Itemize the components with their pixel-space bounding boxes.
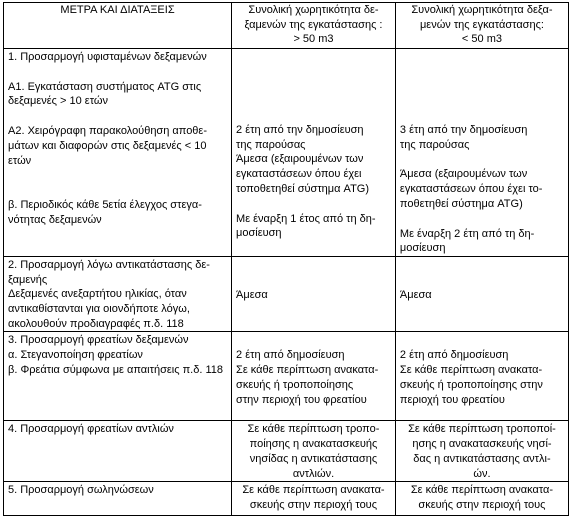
measure-line: β. Περιοδικός κάθε 5ετία έλεγχος στεγα- xyxy=(8,199,202,212)
deadline-line: Σε κάθε περίπτωση τροποποί- xyxy=(408,423,556,436)
table-header-row xyxy=(4,3,569,49)
measure-line: ετών xyxy=(8,154,32,167)
deadline-line: Σε κάθε περίπτωση ανακατα- xyxy=(410,484,554,497)
header-capacity-under-50 xyxy=(395,3,568,49)
measure-line: 3. Προσαρμογή φρεατίων δεξαμενών xyxy=(8,334,189,347)
measure-line: νότητας δεξαμενών xyxy=(8,213,102,226)
deadline-line: Άμεσα (εξαιρουμένων των xyxy=(399,168,528,181)
header-line: > 50 m3 xyxy=(293,33,334,46)
deadline-line: δας η αντικατάστασης αντλι- xyxy=(413,452,551,465)
measure-cell xyxy=(4,421,232,482)
header-measures-text: ΜΕΤΡΑ ΚΑΙ ΔΙΑΤΑΞΕΙΣ xyxy=(60,4,175,16)
measure-line: 2. Προσαρμογή λόγω αντικατάστασης δε- xyxy=(8,258,210,271)
deadline-line: Σε κάθε περίπτωση ανακατα- xyxy=(242,484,385,497)
header-line: ξαμενών της εγκατάστασης : xyxy=(244,18,383,31)
measure-cell xyxy=(4,332,232,421)
deadline-under-50-cell xyxy=(395,421,568,482)
measure-line: Δεξαμενές ανεξαρτήτου ηλικίας, όταν xyxy=(8,288,187,301)
deadline-line: στην περιοχή του φρεατίου xyxy=(236,393,367,406)
deadline-line: σκευής ή τροποποίησης στην xyxy=(399,378,543,391)
deadline-line: σκευής στην περιοχή τους xyxy=(249,498,378,511)
deadline-over-50-cell xyxy=(232,482,396,516)
measure-line: Α1. Εγκατάσταση συστήματος ATG στις xyxy=(8,80,202,93)
table-row xyxy=(4,256,569,332)
deadline-line: νησίδας η αντικατάστασης xyxy=(249,452,378,465)
deadline-line: Με έναρξη 2 έτη από τη δη- xyxy=(399,227,535,240)
deadline-line: 2 έτη από την δημοσίευση xyxy=(236,124,364,136)
deadline-under-50-cell xyxy=(395,332,568,421)
measure-line: 5. Προσαρμογή σωληνώσεων xyxy=(8,484,154,497)
deadline-line: μοσίευση xyxy=(399,242,446,255)
deadline-under-50-cell xyxy=(395,482,568,516)
measure-line: δεξαμενές > 10 ετών xyxy=(8,95,108,108)
measure-line: β. Φρεάτια σύμφωνα με απαιτήσεις π.δ. 118 xyxy=(8,363,223,376)
header-measures xyxy=(4,3,232,49)
header-line: Συνολική χωρητικότητα δεξα- xyxy=(411,4,553,16)
deadline-line: 2 έτη από δημοσίευση xyxy=(236,349,345,362)
measure-line: μάτων και διαφορών στις δεξαμενές < 10 xyxy=(8,139,207,152)
table-row xyxy=(4,332,569,421)
deadline-under-50-cell xyxy=(395,49,568,257)
deadline-line: Σε κάθε περίπτωση ανακατα- xyxy=(399,364,543,377)
deadline-line: Σε κάθε περίπτωση τροπο- xyxy=(247,423,380,436)
deadline-line: ησης η ανακατασκευής νησί- xyxy=(412,438,552,451)
deadline-line: Άμεσα xyxy=(236,288,268,301)
measure-line: α. Στεγανοποίηση φρεατίων xyxy=(8,349,143,362)
header-line: < 50 m3 xyxy=(461,33,502,46)
deadline-line: εγκαταστάσεων όπου έχει xyxy=(236,168,362,181)
measure-line: ακολουθούν προδιαγραφές π.δ. 118 xyxy=(8,317,184,330)
deadline-over-50-cell xyxy=(232,421,396,482)
header-capacity-over-50 xyxy=(232,3,396,49)
measure-line: 4. Προσαρμογή φρεατίων αντλιών xyxy=(8,423,174,436)
table-row xyxy=(4,421,569,482)
deadline-line: Άμεσα xyxy=(399,288,432,301)
header-line: Συνολική χωρητικότητα δε- xyxy=(248,4,379,16)
deadline-line: Με έναρξη 1 έτος από τη δη- xyxy=(236,212,376,225)
deadline-line: περιοχή του φρεατίου xyxy=(399,393,505,406)
measure-title: 1. Προσαρμογή υφισταμένων δεξαμενών xyxy=(8,51,207,63)
deadline-over-50-cell xyxy=(232,332,396,421)
measure-cell xyxy=(4,49,232,257)
deadline-line: μοσίευση xyxy=(236,227,282,240)
deadline-over-50-cell xyxy=(232,49,396,257)
deadline-line: 2 έτη από δημοσίευση xyxy=(399,349,509,362)
deadline-line: 3 έτη από την δημοσίευση xyxy=(399,124,528,136)
measure-line: αντικαθίστανται για οιονδήποτε λόγω, xyxy=(8,303,190,316)
deadline-under-50-cell xyxy=(395,256,568,332)
deadline-line: σκευής στην περιοχή τους xyxy=(418,498,546,511)
deadline-line: ποθετηθεί σύστημα ATG) xyxy=(399,197,523,210)
deadline-line: Άμεσα (εξαιρουμένων των xyxy=(236,153,364,166)
deadline-line: εγκαταστάσεων όπου έχει το- xyxy=(399,183,543,196)
deadline-line: της παρούσας xyxy=(399,138,470,151)
table-row xyxy=(4,482,569,516)
measure-line: ξαμενής xyxy=(8,273,48,286)
deadline-line: ποίησης η ανακατασκευής xyxy=(249,438,378,451)
measures-table xyxy=(3,2,569,516)
header-line: μενών της εγκατάστασης: xyxy=(419,18,544,31)
deadline-line: Σε κάθε περίπτωση ανακατα- xyxy=(236,364,379,377)
measure-cell xyxy=(4,256,232,332)
measure-cell xyxy=(4,482,232,516)
deadline-line: τοποθετηθεί σύστημα ATG) xyxy=(236,182,370,195)
deadline-line: ών. xyxy=(473,467,491,480)
deadline-over-50-cell xyxy=(232,256,396,332)
measure-line: Α2. Χειρόγραφη παρακολούθηση αποθε- xyxy=(8,125,207,138)
table-row xyxy=(4,49,569,257)
deadline-line: σκευής ή τροποποίησης xyxy=(236,378,354,391)
deadline-line: αντλιών. xyxy=(292,467,335,480)
deadline-line: της παρούσας xyxy=(236,138,306,151)
